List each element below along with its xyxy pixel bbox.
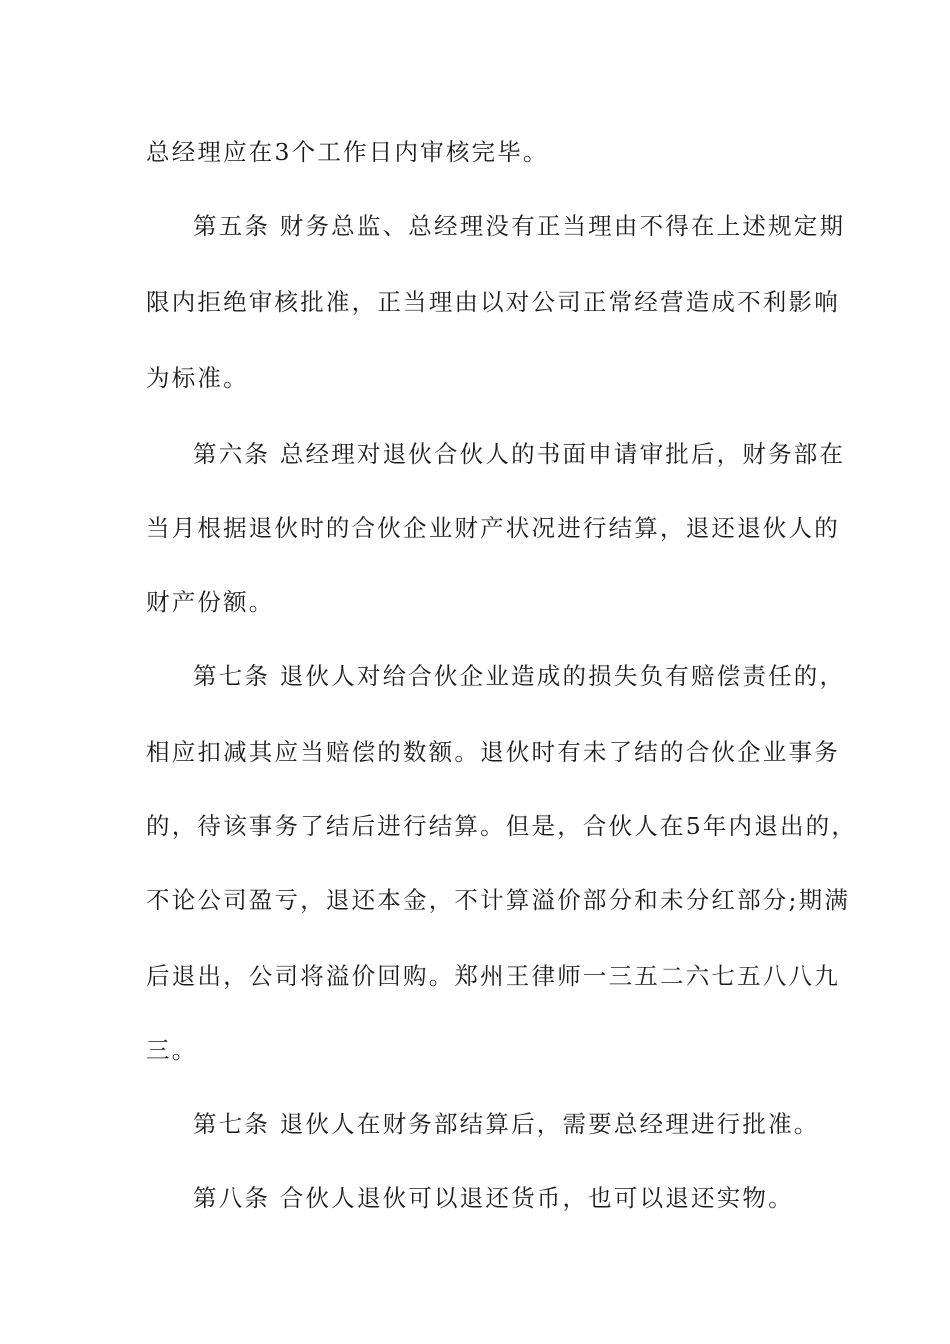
article-5-heading-line: 第五条 财务总监、总经理没有正当理由不得在上述规定期 bbox=[193, 212, 846, 240]
article-7b-heading-line: 第七条 退伙人在财务部结算后，需要总经理进行批准。 bbox=[193, 1110, 820, 1138]
text-line: 相应扣减其应当赔偿的数额。退伙时有未了结的合伙企业事务 bbox=[146, 738, 840, 766]
article-8-heading-line: 第八条 合伙人退伙可以退还货币，也可以退还实物。 bbox=[193, 1184, 794, 1212]
text-line: 限内拒绝审核批准，正当理由以对公司正常经营造成不利影响 bbox=[146, 288, 840, 316]
article-6-heading-line: 第六条 总经理对退伙合伙人的书面申请审批后，财务部在 bbox=[193, 440, 846, 468]
text-line: 总经理应在3个工作日内审核完毕。 bbox=[146, 138, 549, 166]
text-line: 三。 bbox=[146, 1036, 198, 1064]
text-line: 财产份额。 bbox=[146, 588, 275, 616]
article-7-heading-line: 第七条 退伙人对给合伙企业造成的损失负有赔偿责任的， bbox=[193, 662, 846, 690]
text-line: 的，待该事务了结后进行结算。但是，合伙人在5年内退出的， bbox=[146, 812, 858, 840]
text-line: 后退出，公司将溢价回购。郑州王律师一三五二六七五八八九 bbox=[146, 962, 840, 990]
text-line: 为标准。 bbox=[146, 364, 249, 392]
text-line: 当月根据退伙时的合伙企业财产状况进行结算，退还退伙人的 bbox=[146, 514, 840, 542]
text-line: 不论公司盈亏，退还本金，不计算溢价部分和未分红部分;期满 bbox=[146, 886, 851, 914]
